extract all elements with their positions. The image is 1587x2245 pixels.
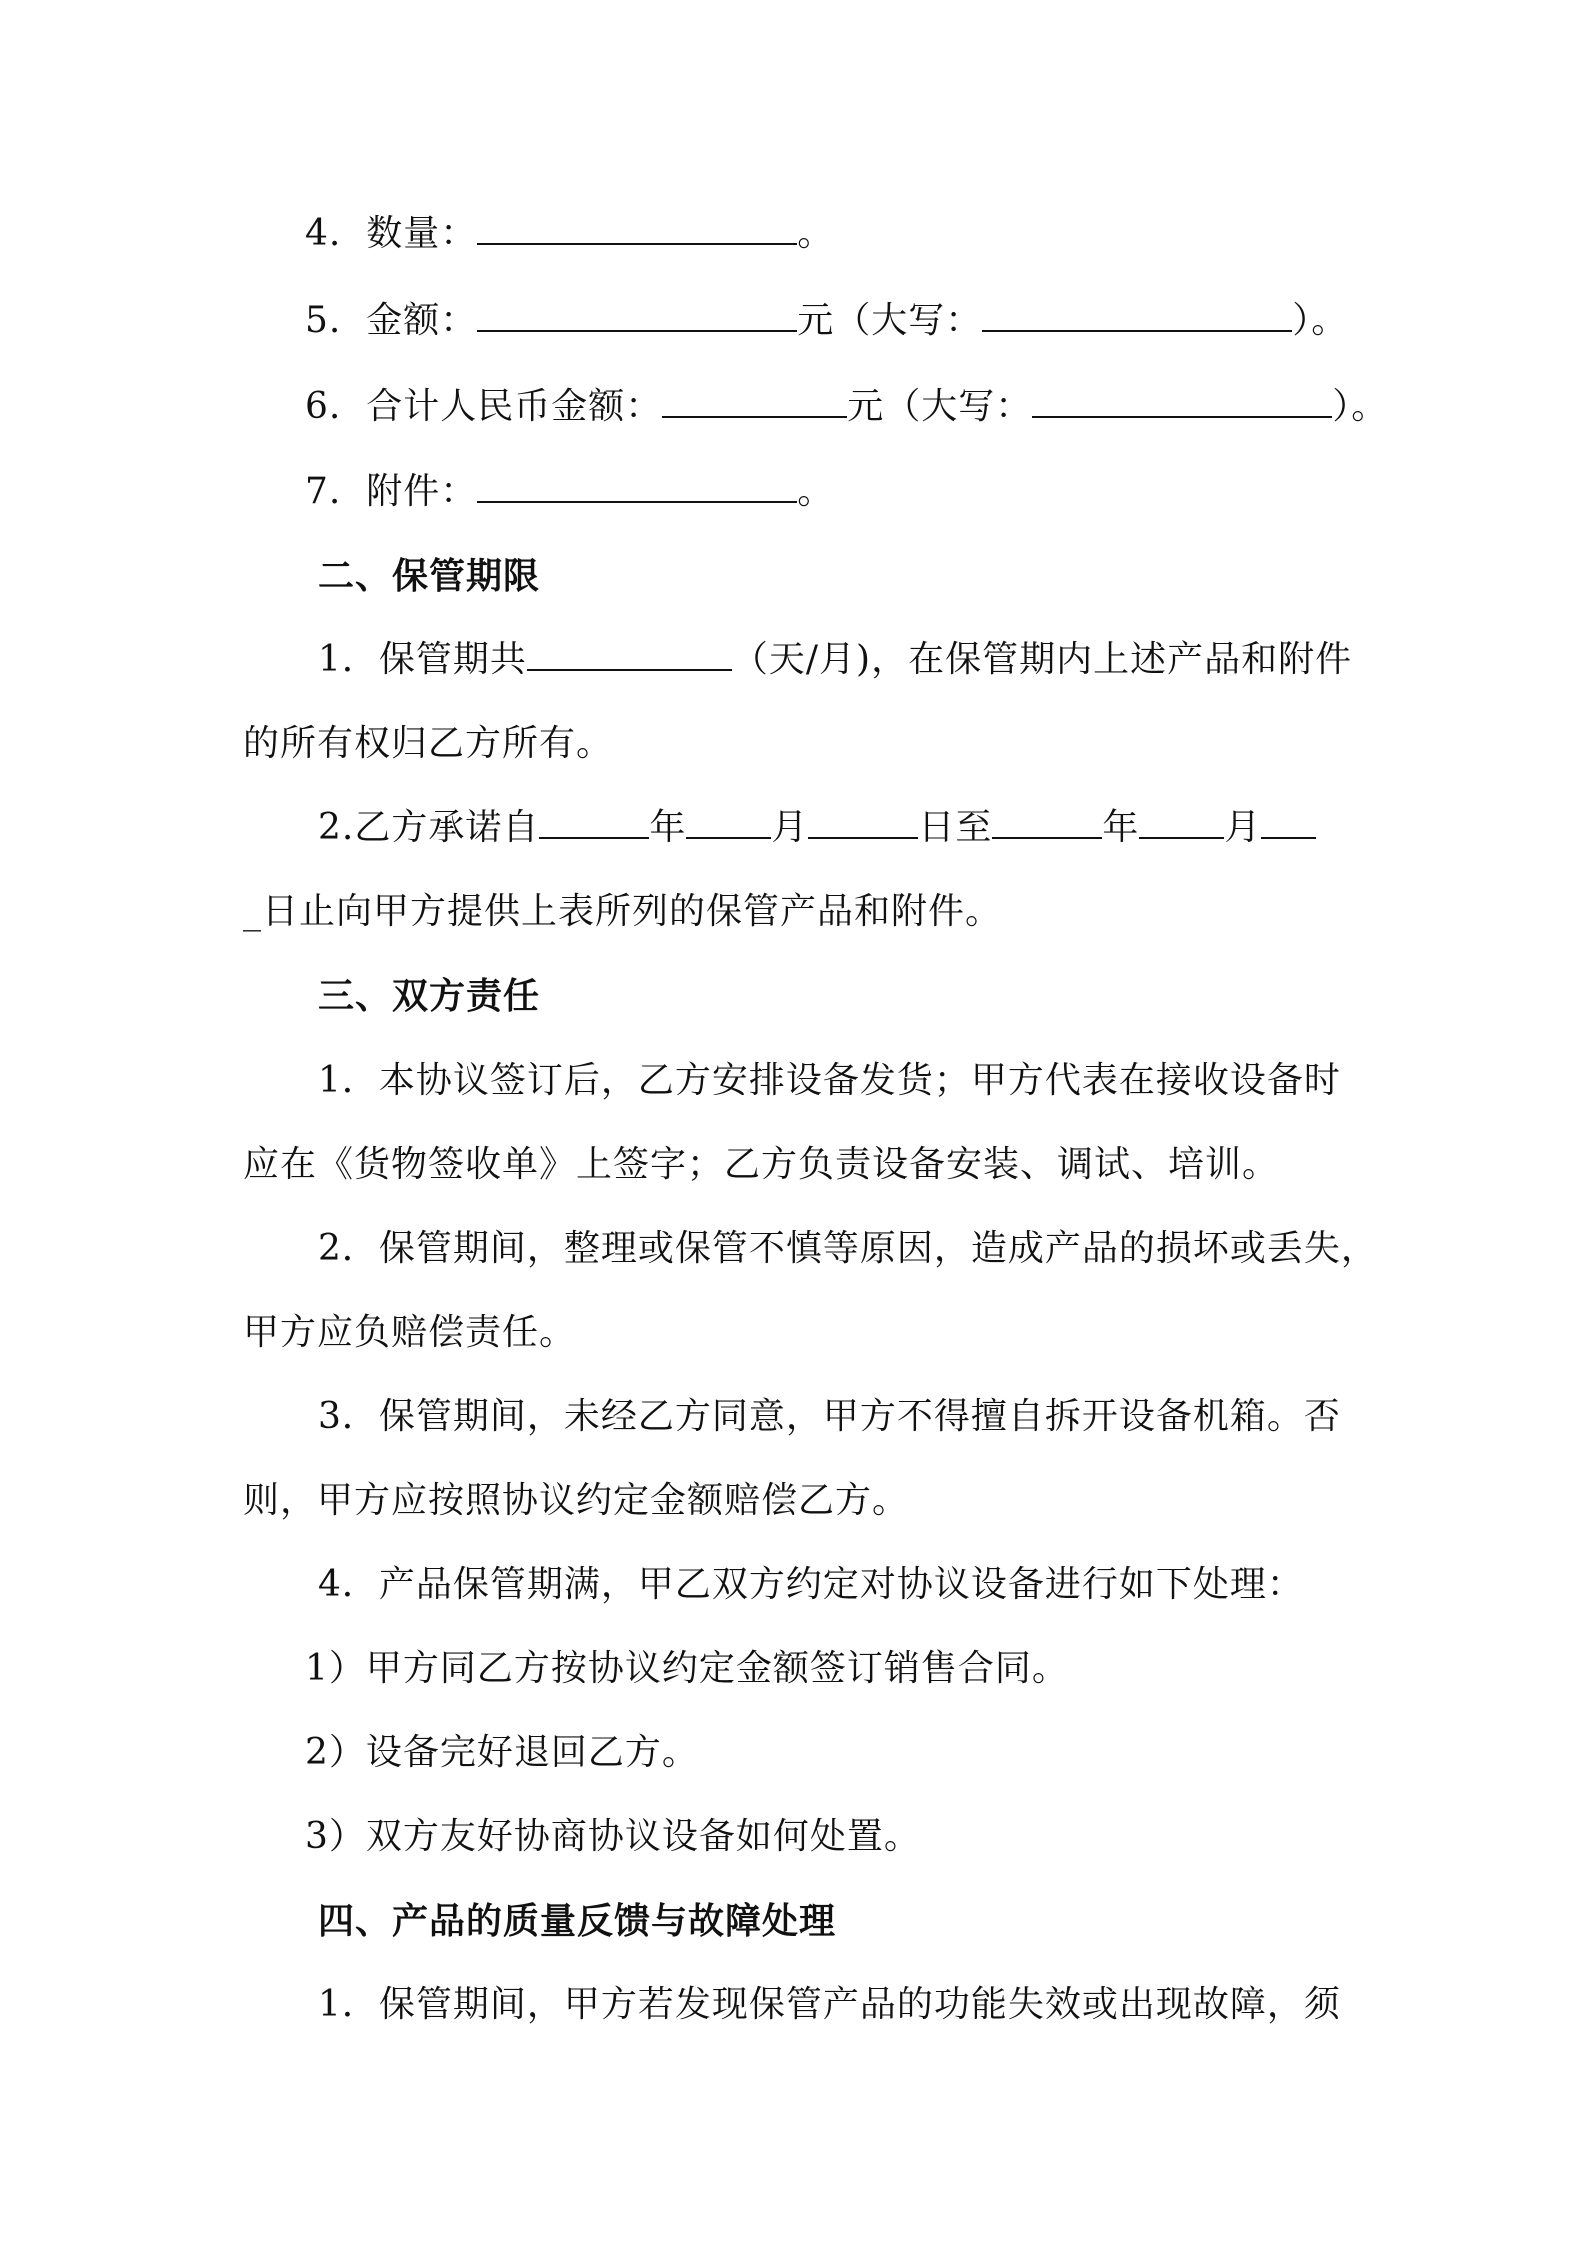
item-number: 7. bbox=[305, 471, 342, 512]
paragraph-2-1-line1 bbox=[318, 634, 1352, 686]
start-month-blank bbox=[686, 805, 771, 839]
text: 月 bbox=[1224, 807, 1262, 848]
paragraph-2-2-line2: _日止向甲方提供上表所列的保管产品和附件。 bbox=[243, 891, 1003, 932]
item-label: 合计人民币金额： bbox=[366, 386, 663, 427]
item-label: 附件： bbox=[366, 471, 478, 512]
paragraph-3-2-line2: 甲方应负赔偿责任。 bbox=[243, 1312, 577, 1353]
start-year-blank bbox=[539, 805, 649, 839]
paragraph-2-2-line1 bbox=[318, 802, 1316, 854]
total-blank bbox=[662, 384, 847, 418]
section-heading-2: 二、保管期限 bbox=[318, 555, 541, 597]
option-1: 1）甲方同乙方按协议约定金额签订销售合同。 bbox=[305, 1648, 1069, 1689]
item-unit: 元（大写： bbox=[847, 386, 1033, 427]
quantity-blank bbox=[477, 211, 797, 245]
item-attachment bbox=[305, 466, 834, 518]
item-end: 。 bbox=[797, 213, 835, 254]
text: 年 bbox=[649, 807, 687, 848]
option-2: 2）设备完好退回乙方。 bbox=[305, 1732, 699, 1773]
section-heading-4: 四、产品的质量反馈与故障处理 bbox=[318, 1900, 837, 1942]
item-number: 5. bbox=[305, 300, 342, 341]
section-heading-3: 三、双方责任 bbox=[318, 975, 541, 1017]
end-month-blank bbox=[1139, 805, 1224, 839]
paragraph-3-1-line1: 1．本协议签订后，乙方安排设备发货；甲方代表在接收设备时 bbox=[318, 1060, 1341, 1101]
paragraph-3-2-line1: 2．保管期间，整理或保管不慎等原因，造成产品的损坏或丢失， bbox=[318, 1228, 1378, 1269]
item-quantity bbox=[305, 208, 834, 260]
text: 日至 bbox=[918, 807, 993, 848]
period-blank bbox=[527, 637, 732, 671]
item-end: ）。 bbox=[1332, 386, 1389, 427]
item-total bbox=[305, 381, 1388, 433]
item-amount bbox=[305, 295, 1348, 347]
end-year-blank bbox=[992, 805, 1102, 839]
amount-words-blank bbox=[982, 298, 1292, 332]
text: 月 bbox=[771, 807, 809, 848]
item-number: 4. bbox=[305, 213, 342, 254]
text: 年 bbox=[1102, 807, 1140, 848]
item-label: 数量： bbox=[366, 213, 478, 254]
paragraph-3-3-line1: 3．保管期间，未经乙方同意，甲方不得擅自拆开设备机箱。否 bbox=[318, 1396, 1341, 1437]
start-day-blank bbox=[808, 805, 918, 839]
text: 2.乙方承诺自 bbox=[318, 807, 540, 848]
attachment-blank bbox=[477, 469, 797, 503]
item-label: 金额： bbox=[366, 300, 478, 341]
item-end: 。 bbox=[797, 471, 835, 512]
text: （天/月)，在保管期内上述产品和附件 bbox=[731, 639, 1353, 680]
total-words-blank bbox=[1032, 384, 1332, 418]
item-number: 6. bbox=[305, 386, 342, 427]
paragraph-3-1-line2: 应在《货物签收单》上签字；乙方负责设备安装、调试、培训。 bbox=[243, 1144, 1280, 1185]
end-day-blank bbox=[1261, 805, 1316, 839]
item-end: ）。 bbox=[1292, 300, 1349, 341]
option-3: 3）双方友好协商协议设备如何处置。 bbox=[305, 1816, 921, 1857]
amount-blank bbox=[477, 298, 797, 332]
item-unit: 元（大写： bbox=[797, 300, 983, 341]
paragraph-2-1-line2: 的所有权归乙方所有。 bbox=[243, 723, 614, 764]
paragraph-4-1-line1: 1．保管期间，甲方若发现保管产品的功能失效或出现故障，须 bbox=[318, 1984, 1341, 2025]
paragraph-3-3-line2: 则，甲方应按照协议约定金额赔偿乙方。 bbox=[243, 1480, 910, 1521]
paragraph-3-4: 4．产品保管期满，甲乙双方约定对协议设备进行如下处理： bbox=[318, 1564, 1304, 1605]
text: 1．保管期共 bbox=[318, 639, 527, 680]
